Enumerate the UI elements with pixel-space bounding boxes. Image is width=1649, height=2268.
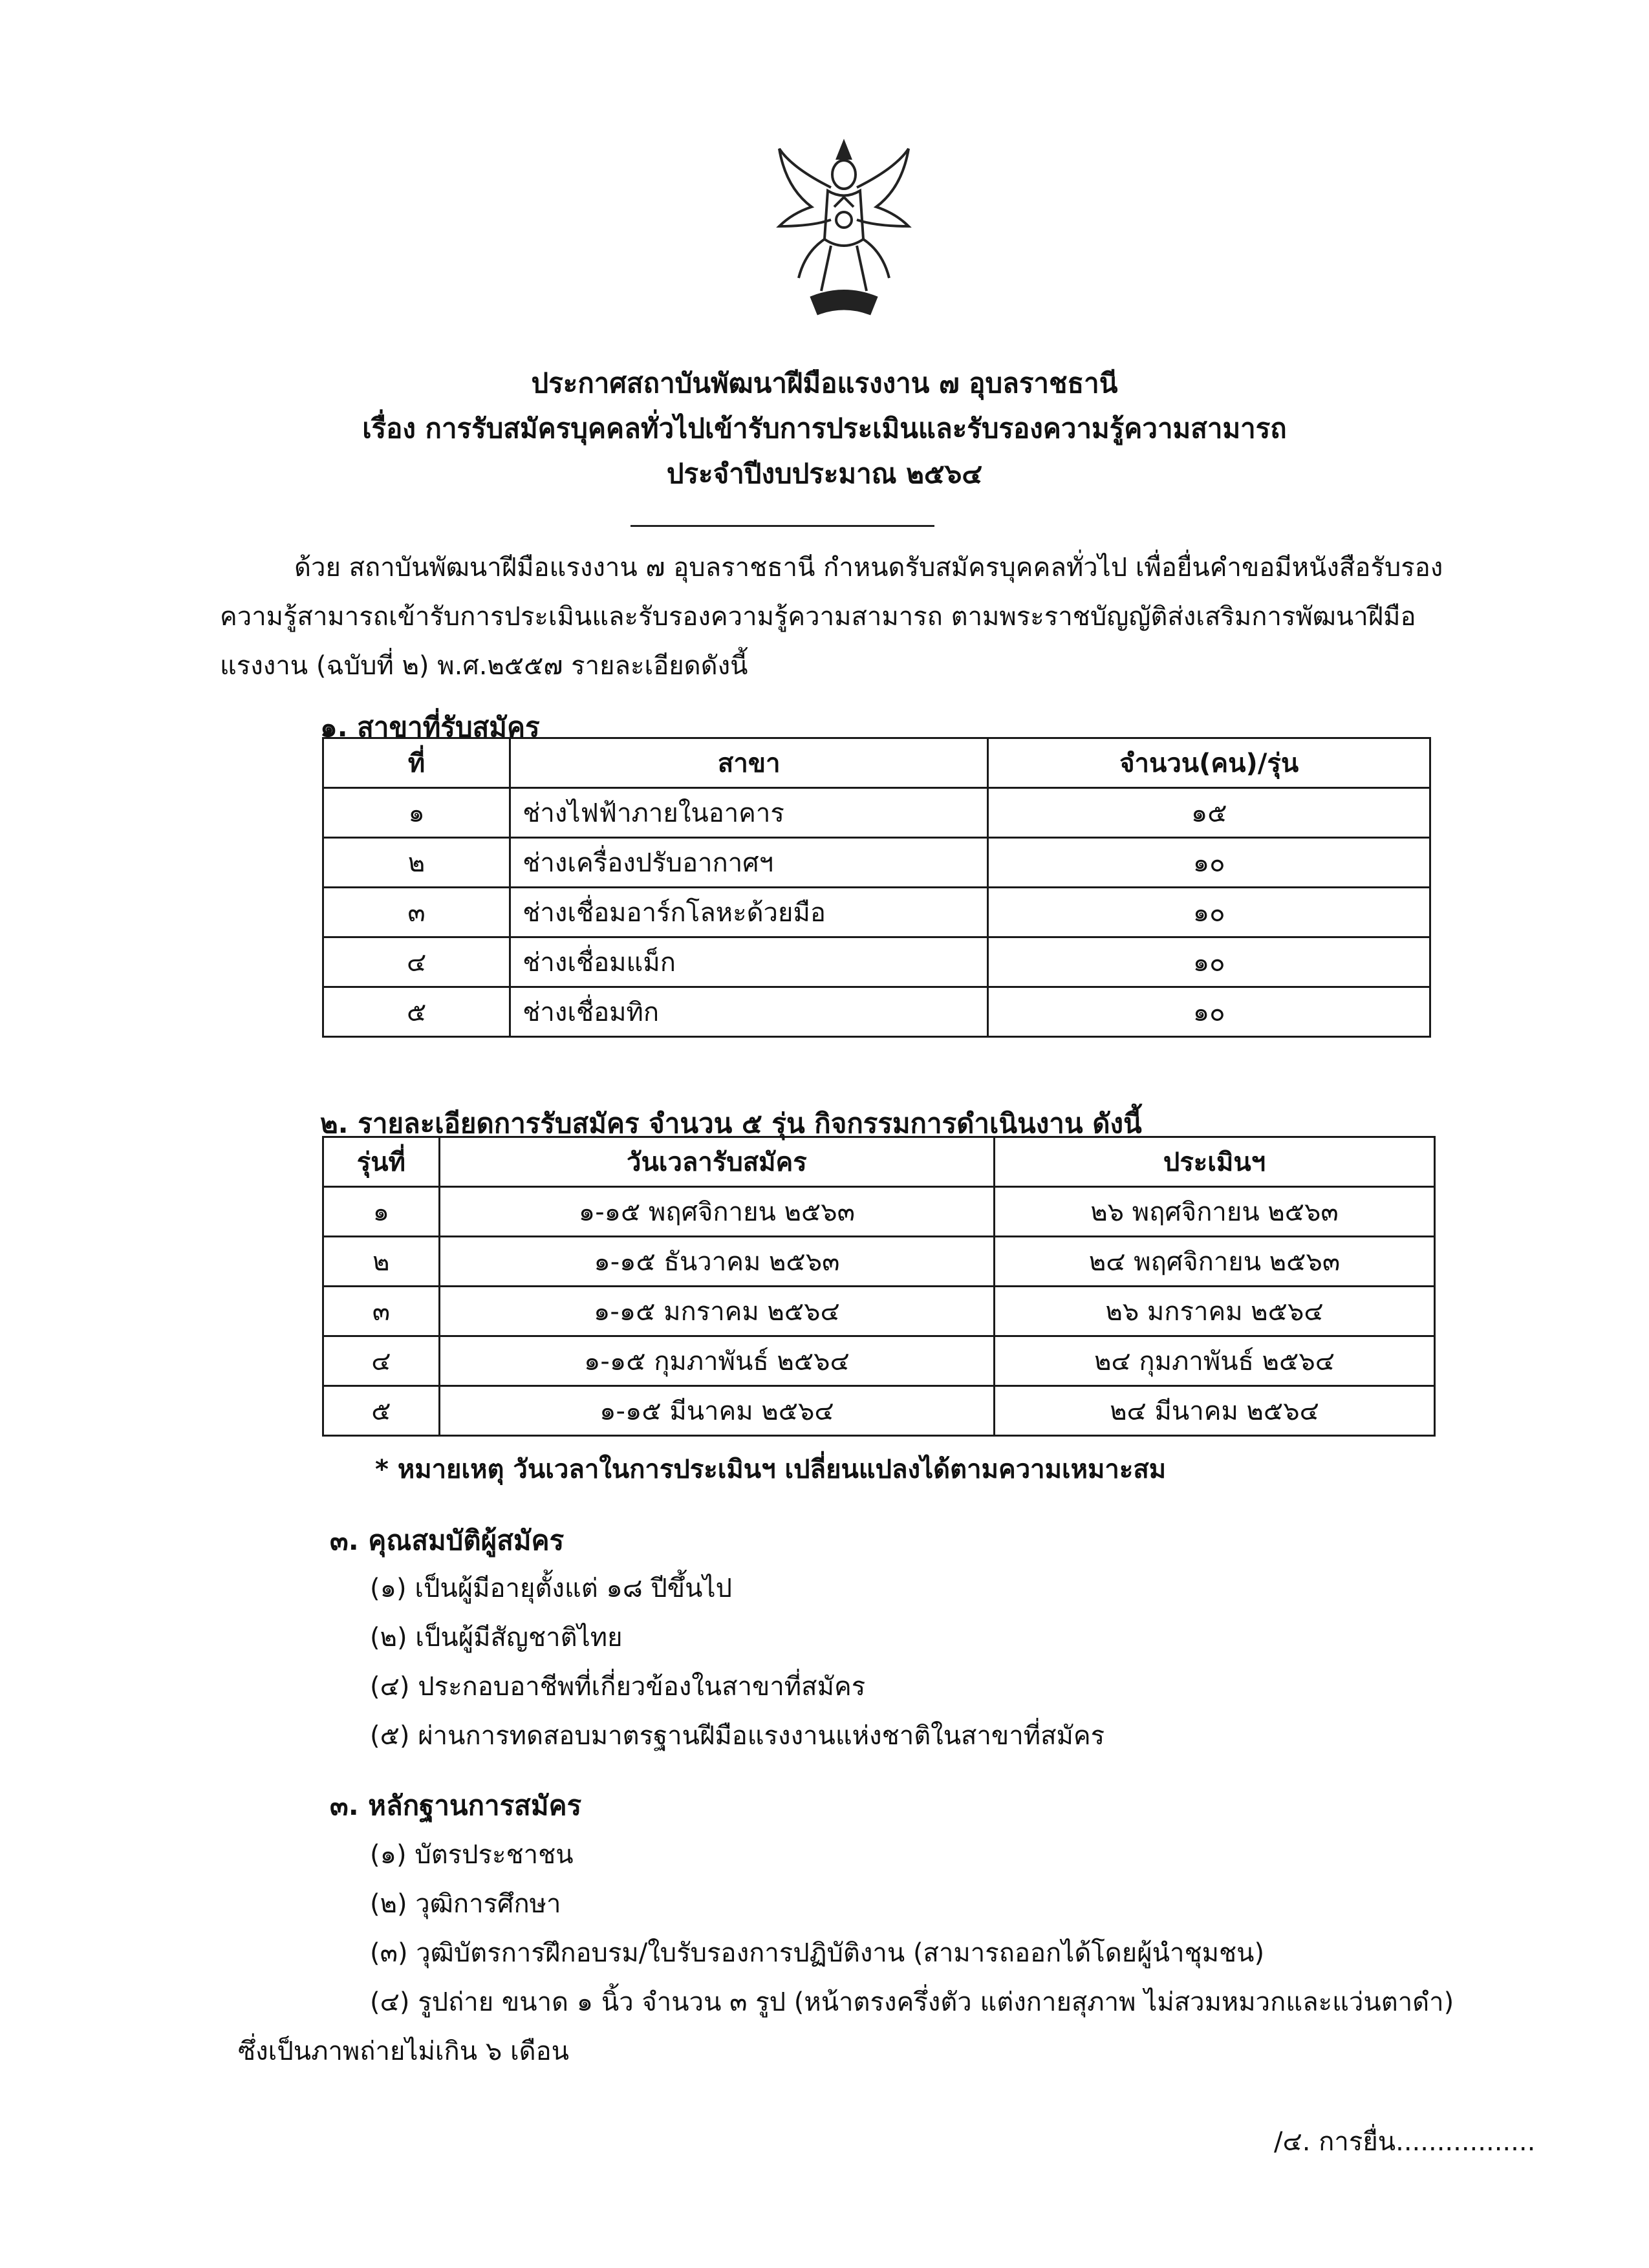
intro-line-2: ความรู้สามารถเข้ารับการประเมินและรับรองความรู้ความสามารถ ตามพระราชบัญญัติส่งเสริมการพัฒนาฝีมือ (220, 602, 1416, 632)
quota: ๑๐ (988, 838, 1430, 888)
announcement-title: ประกาศสถาบันพัฒนาฝีมือแรงงาน ๗ อุบลราชธานี (531, 367, 1118, 399)
intro-line-1: ด้วย สถาบันพัฒนาฝีมือแรงงาน ๗ อุบลราชธานี กำหนดรับสมัครบุคคลทั่วไป เพื่อยื่นคำขอมีหนังสือรับรอง (294, 553, 1443, 583)
table-header-row (323, 1137, 1435, 1187)
table-row (323, 1237, 1435, 1287)
column-header: สาขา (510, 738, 988, 788)
table-row (323, 987, 1430, 1037)
document-item: (๑) บัตรประชาชน (370, 1840, 574, 1870)
qualification-item: (๑) เป็นผู้มีอายุตั้งแต่ ๑๘ ปีขึ้นไป (370, 1574, 732, 1603)
document-item: (๒) วุฒิการศึกษา (370, 1889, 561, 1919)
table-header-row (323, 738, 1430, 788)
application-period: ๑-๑๕ มีนาคม ๒๕๖๔ (439, 1386, 994, 1436)
row-number: ๕ (323, 987, 510, 1037)
qualification-item: (๕) ผ่านการทดสอบมาตรฐานฝีมือแรงงานแห่งชาติในสาขาที่สมัคร (370, 1721, 1105, 1751)
batch-number: ๓ (323, 1287, 440, 1336)
section2-heading: ๒. รายละเอียดการรับสมัคร จำนวน ๕ รุ่น กิจกรรมการดำเนินงาน ดังนี้ (320, 1107, 1142, 1139)
branch-name: ช่างเชื่อมแม็ก (510, 937, 988, 987)
table-row (323, 1187, 1435, 1237)
branch-name: ช่างเชื่อมทิก (510, 987, 988, 1037)
table-row (323, 788, 1430, 838)
quota: ๑๐ (988, 937, 1430, 987)
branch-name: ช่างเชื่อมอาร์กโลหะด้วยมือ (510, 888, 988, 937)
section3-heading: ๓. คุณสมบัติผู้สมัคร (330, 1524, 565, 1556)
assessment-date: ๒๖ พฤศจิกายน ๒๕๖๓ (995, 1187, 1435, 1237)
application-period: ๑-๑๕ กุมภาพันธ์ ๒๕๖๔ (439, 1336, 994, 1386)
intro-line-3: แรงงาน (ฉบับที่ ๒) พ.ศ.๒๕๕๗ รายละเอียดดังนี้ (220, 651, 748, 681)
assessment-date: ๒๔ กุมภาพันธ์ ๒๕๖๔ (995, 1336, 1435, 1386)
schedule-table (322, 1136, 1436, 1437)
row-number: ๓ (323, 888, 510, 937)
table-row (323, 1287, 1435, 1336)
application-period: ๑-๑๕ มกราคม ๒๕๖๔ (439, 1287, 994, 1336)
row-number: ๑ (323, 788, 510, 838)
row-number: ๒ (323, 838, 510, 888)
assessment-date: ๒๖ มกราคม ๒๕๖๔ (995, 1287, 1435, 1336)
batch-number: ๒ (323, 1237, 440, 1287)
quota: ๑๐ (988, 888, 1430, 937)
application-period: ๑-๑๕ พฤศจิกายน ๒๕๖๓ (439, 1187, 994, 1237)
qualification-item: (๔) ประกอบอาชีพที่เกี่ยวข้องในสาขาที่สมัคร (370, 1672, 866, 1702)
batch-number: ๑ (323, 1187, 440, 1237)
column-header: รุ่นที่ (323, 1137, 440, 1187)
table-row (323, 888, 1430, 937)
qualification-item: (๒) เป็นผู้มีสัญชาติไทย (370, 1623, 623, 1653)
schedule-note: * หมายเหตุ วันเวลาในการประเมินฯ เปลี่ยนแปลงได้ตามความเหมาะสม (375, 1455, 1167, 1484)
column-header: วันเวลารับสมัคร (439, 1137, 994, 1187)
batch-number: ๔ (323, 1336, 440, 1386)
table-row (323, 838, 1430, 888)
document-item-continuation: ซึ่งเป็นภาพถ่ายไม่เกิน ๖ เดือน (238, 2037, 569, 2066)
assessment-date: ๒๔ พฤศจิกายน ๒๕๖๓ (995, 1237, 1435, 1287)
document-item: (๓) วุฒิบัตรการฝึกอบรม/ใบรับรองการปฏิบัติงาน (สามารถออกได้โดยผู้นำชุมชน) (370, 1938, 1265, 1968)
column-header: ประเมินฯ (995, 1137, 1435, 1187)
assessment-date: ๒๔ มีนาคม ๒๕๖๔ (995, 1386, 1435, 1436)
branch-name: ช่างเครื่องปรับอากาศฯ (510, 838, 988, 888)
column-header: ที่ (323, 738, 510, 788)
application-period: ๑-๑๕ ธันวาคม ๒๕๖๓ (439, 1237, 994, 1287)
next-page-reference: /๔. การยื่น................. (1274, 2127, 1536, 2157)
column-header: จำนวน(คน)/รุ่น (988, 738, 1430, 788)
section1-heading: ๑. สาขาที่รับสมัคร (320, 711, 540, 743)
batch-number: ๕ (323, 1386, 440, 1436)
announcement-subject: เรื่อง การรับสมัครบุคคลทั่วไปเข้ารับการประเมินและรับรองความรู้ความสามารถ (362, 412, 1287, 444)
announcement-fiscal-year: ประจำปีงบประมาณ ๒๕๖๔ (666, 458, 983, 489)
row-number: ๔ (323, 937, 510, 987)
branch-table (322, 737, 1431, 1038)
section4-heading: ๓. หลักฐานการสมัคร (330, 1790, 582, 1821)
title-divider (630, 525, 934, 527)
branch-name: ช่างไฟฟ้าภายในอาคาร (510, 788, 988, 838)
table-row (323, 1336, 1435, 1386)
garuda-emblem (766, 129, 921, 323)
table-row (323, 1386, 1435, 1436)
quota: ๑๕ (988, 788, 1430, 838)
table-row (323, 937, 1430, 987)
quota: ๑๐ (988, 987, 1430, 1037)
document-item: (๔) รูปถ่าย ขนาด ๑ นิ้ว จำนวน ๓ รูป (หน้าตรงครึ่งตัว แต่งกายสุภาพ ไม่สวมหมวกและแว่นตาดำ) (370, 1987, 1454, 2017)
